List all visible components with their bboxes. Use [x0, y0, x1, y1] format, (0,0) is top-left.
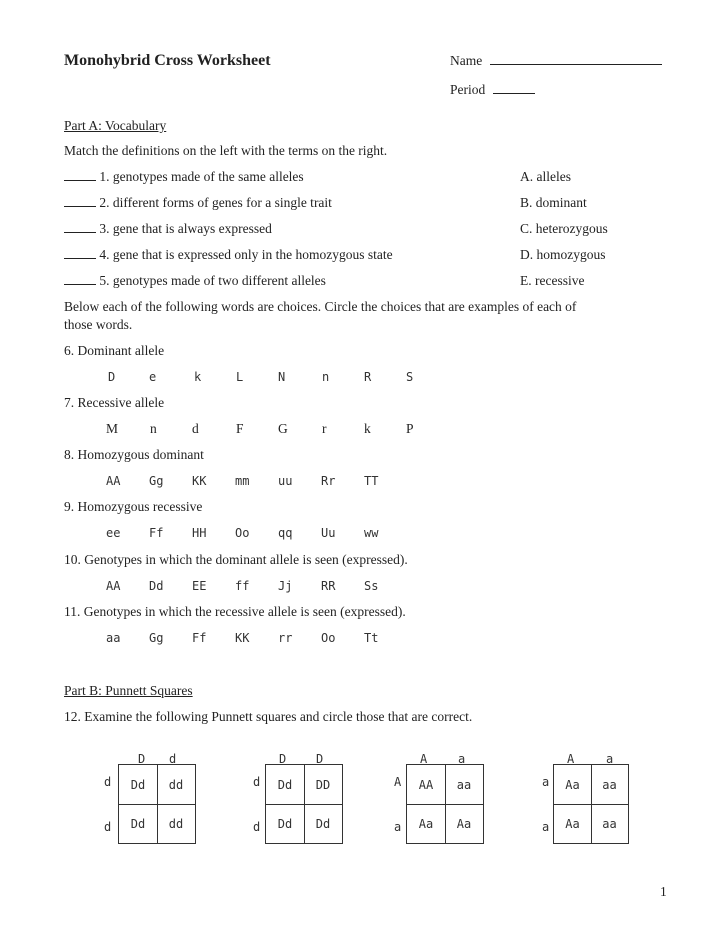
choice[interactable]: P: [406, 421, 414, 436]
punnett-cell: aa: [456, 777, 472, 792]
side-allele: d: [253, 775, 261, 789]
choice[interactable]: R: [364, 370, 372, 384]
choice[interactable]: qq: [278, 526, 293, 540]
punnett-cell: DD: [315, 777, 331, 792]
side-allele: d: [253, 820, 261, 834]
punnett-cell: Dd: [315, 816, 331, 831]
definition-text: 3. gene that is always expressed: [99, 221, 272, 236]
side-allele: a: [542, 820, 550, 834]
punnett-cell: Aa: [456, 816, 472, 831]
choice[interactable]: d: [192, 421, 199, 436]
choice[interactable]: HH: [192, 526, 207, 540]
punnett-cell: Dd: [130, 777, 146, 792]
definition-text: 4. gene that is expressed only in the homozygous state: [99, 247, 393, 262]
choice[interactable]: EE: [192, 579, 207, 593]
definition-text: 5. genotypes made of two different alleles: [99, 273, 326, 288]
choice-instructions-continued: those words.: [64, 317, 133, 332]
choice[interactable]: mm: [235, 474, 250, 488]
top-allele: a: [606, 752, 614, 766]
choice[interactable]: e: [149, 370, 157, 384]
definition-item: [64, 247, 393, 263]
punnett-cell: dd: [168, 777, 184, 792]
punnett-cell: aa: [602, 816, 617, 831]
choice[interactable]: ff: [235, 579, 250, 593]
choice[interactable]: Gg: [149, 474, 164, 488]
term-item: A. alleles: [520, 169, 571, 184]
definition-item: [64, 273, 326, 289]
choice[interactable]: n: [150, 421, 157, 436]
top-allele: d: [169, 752, 177, 766]
period-label: Period: [450, 82, 486, 97]
name-label: Name: [450, 53, 483, 68]
part-b-instruction: 12. Examine the following Punnett squares and circle those that are correct.: [64, 709, 473, 724]
choice[interactable]: n: [322, 370, 330, 384]
choice[interactable]: TT: [364, 474, 379, 488]
choice[interactable]: Ff: [149, 526, 164, 540]
choice[interactable]: RR: [321, 579, 336, 593]
worksheet-title: Monohybrid Cross Worksheet: [64, 52, 271, 69]
choice[interactable]: Rr: [321, 474, 336, 488]
answer-blank[interactable]: [64, 257, 96, 259]
top-allele: D: [279, 752, 287, 766]
choice[interactable]: r: [322, 421, 327, 436]
choice[interactable]: ee: [106, 526, 121, 540]
question-6-label: 6. Dominant allele: [64, 343, 165, 358]
choice[interactable]: Dd: [149, 579, 164, 593]
side-allele: A: [394, 775, 402, 789]
punnett-cell: Dd: [277, 816, 293, 831]
choice[interactable]: ww: [364, 526, 379, 540]
choice[interactable]: S: [406, 370, 414, 384]
choice[interactable]: N: [278, 370, 286, 384]
choice[interactable]: k: [194, 370, 202, 384]
choice[interactable]: M: [106, 421, 119, 436]
punnett-grid: [265, 764, 343, 844]
punnett-cell: Aa: [565, 816, 580, 831]
choice[interactable]: Tt: [364, 631, 379, 645]
side-allele: a: [394, 820, 402, 834]
answer-blank[interactable]: [64, 283, 96, 285]
term-item: D. homozygous: [520, 247, 606, 262]
choice[interactable]: KK: [235, 631, 250, 645]
top-allele: D: [138, 752, 146, 766]
choice[interactable]: Oo: [321, 631, 336, 645]
choice[interactable]: Ss: [364, 579, 379, 593]
term-item: B. dominant: [520, 195, 587, 210]
question-10-label: 10. Genotypes in which the dominant allele is seen (expressed).: [64, 552, 408, 567]
choice[interactable]: KK: [192, 474, 207, 488]
punnett-grid: [553, 764, 629, 844]
period-field[interactable]: [450, 82, 535, 98]
punnett-cell: AA: [418, 777, 434, 792]
punnett-grid: [118, 764, 196, 844]
definition-item: [64, 221, 272, 237]
choice[interactable]: k: [364, 421, 371, 436]
punnett-cell: Dd: [130, 816, 146, 831]
punnett-grid: [406, 764, 484, 844]
choice-instructions: Below each of the following words are choices. Circle the choices that are examples of each of: [64, 299, 577, 314]
choice[interactable]: F: [236, 421, 244, 436]
punnett-cell: Aa: [418, 816, 434, 831]
period-blank[interactable]: [493, 92, 535, 94]
answer-blank[interactable]: [64, 179, 96, 181]
definition-item: [64, 195, 332, 211]
part-a-instructions: Match the definitions on the left with the terms on the right.: [64, 143, 388, 158]
choice[interactable]: aa: [106, 631, 121, 645]
choice[interactable]: G: [278, 421, 288, 436]
definition-text: 2. different forms of genes for a single trait: [99, 195, 332, 210]
top-allele: A: [567, 752, 575, 766]
choice[interactable]: D: [108, 370, 116, 384]
punnett-cell: Aa: [565, 777, 580, 792]
term-item: E. recessive: [520, 273, 585, 288]
question-11-label: 11. Genotypes in which the recessive allele is seen (expressed).: [64, 604, 406, 619]
choice[interactable]: Ff: [192, 631, 207, 645]
side-allele: d: [104, 775, 112, 789]
choice[interactable]: uu: [278, 474, 293, 488]
choice[interactable]: Uu: [321, 526, 336, 540]
choice[interactable]: AA: [106, 579, 121, 593]
answer-blank[interactable]: [64, 231, 96, 233]
choice[interactable]: L: [236, 370, 244, 384]
definition-item: [64, 169, 304, 185]
part-a-heading: Part A: Vocabulary: [64, 118, 167, 133]
top-allele: A: [420, 752, 428, 766]
top-allele: a: [458, 752, 466, 766]
question-7-label: 7. Recessive allele: [64, 395, 165, 410]
definition-text: 1. genotypes made of the same alleles: [99, 169, 304, 184]
top-allele: D: [316, 752, 324, 766]
choice[interactable]: Gg: [149, 631, 164, 645]
choice[interactable]: Oo: [235, 526, 250, 540]
side-allele: d: [104, 820, 112, 834]
page-number: 1: [660, 884, 667, 899]
question-8-label: 8. Homozygous dominant: [64, 447, 204, 462]
question-9-label: 9. Homozygous recessive: [64, 499, 203, 514]
side-allele: a: [542, 775, 550, 789]
answer-blank[interactable]: [64, 205, 96, 207]
name-blank[interactable]: [490, 63, 662, 65]
term-item: C. heterozygous: [520, 221, 608, 236]
punnett-cell: Dd: [277, 777, 293, 792]
choice[interactable]: rr: [278, 631, 293, 645]
punnett-cell: aa: [602, 777, 617, 792]
name-field[interactable]: [450, 53, 662, 69]
part-b-heading: Part B: Punnett Squares: [64, 683, 193, 698]
choice[interactable]: Jj: [278, 579, 293, 593]
punnett-cell: dd: [168, 816, 184, 831]
choice[interactable]: AA: [106, 474, 121, 488]
